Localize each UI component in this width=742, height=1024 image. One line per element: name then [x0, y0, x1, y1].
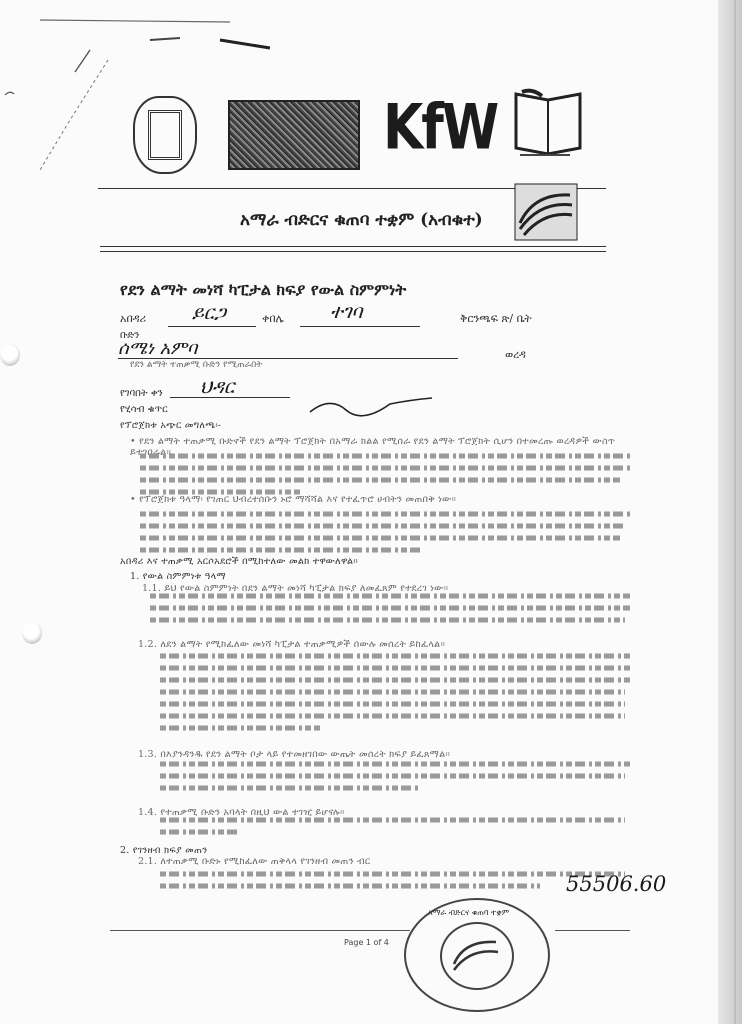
paragraph: 1.4. የተጠቃሚ ቡድን አባላት በዚህ ውል ተገዢ ይሆናሉ። [138, 806, 345, 818]
paragraph: 1.3. በእያንዳንዱ የደን ልማት ቦታ ላይ የተመዘገበው ውጤት መሰረት ክፍያ ይፈጸማል። [138, 748, 451, 760]
seal-logo-icon [133, 96, 197, 174]
title-rule-1 [100, 246, 606, 247]
paragraph: አበዳሪ እና ተጠቃሚ አርሶአደሮች በሚከተለው መልክ ተዋውለዋል። [120, 555, 358, 567]
signature-scribble [300, 390, 440, 420]
name-label: አበዳሪ [120, 312, 147, 325]
kfw-logo: KfW [383, 92, 498, 164]
stamp-swirl-icon [450, 934, 502, 976]
woreda-label: ወረዳ [505, 348, 526, 361]
footer-rule-right [555, 930, 630, 931]
date-value: ህዳር [200, 376, 235, 398]
stacked-page-edge-line [734, 0, 736, 1024]
group-line [118, 358, 458, 359]
paragraph: 1.2. ለደን ልማት የሚከፈለው መነሻ ካፒታል ተጠቃሚዎች በውሉ መሰረት ይከፈላል። [138, 638, 446, 650]
scan-text-texture [120, 434, 640, 904]
branch-label: ቅርንጫፍ ጽ/ ቤት [460, 312, 532, 325]
section-heading: 1. የውል ስምምነቱ ዓላማ [130, 571, 226, 582]
name-value: ይርጋ [192, 302, 226, 324]
page-number: Page 1 of 4 [344, 938, 389, 947]
name-line [168, 326, 256, 327]
date-line [170, 397, 290, 398]
account-label: የሂሳብ ቁጥር [120, 404, 168, 415]
punch-hole-bottom [22, 622, 42, 644]
group-label: ቡድን [120, 330, 140, 341]
kebele-value: ተገባ [330, 301, 363, 323]
book-logo-icon [512, 88, 584, 164]
punch-hole-top [0, 344, 20, 366]
agreement-title: የደን ልማት መነሻ ካፒታል ክፍያ የውል ስምምነት [120, 280, 407, 299]
section-heading: 2. የገንዘብ ክፍያ መጠን [120, 844, 208, 856]
title-rule-2 [100, 251, 606, 252]
kebele-label: ቀበሌ [262, 312, 284, 325]
stamp-text: አማራ ብድርና ቁጠባ ተቋም [428, 908, 510, 917]
paragraph: የፕሮጀክቱ አጭር መግለጫ፡- [120, 420, 222, 431]
handwritten-amount: 55506.60 [566, 872, 667, 896]
official-stamp [404, 898, 550, 1012]
org-title: አማራ ብድርና ቁጠባ ተቋም (አብቁተ) [240, 210, 483, 230]
date-label: የገባበት ቀን [120, 388, 163, 399]
forest-group-label: የደን ልማት ተጠቃሚ ቡድን የሚጠራበት [130, 360, 263, 370]
paragraph: • የደን ልማት ተጠቃሚ ቡድኖች የደን ልማት ፕሮጀክት በአማራ ክልል የሚሰራ የደን ልማት ፕሮጀክት ሲሆን በተመረጡ ወረዳዎች ውስጥ ይተገበራል። [130, 435, 616, 458]
group-value: ሰሜነ አምባ [118, 338, 198, 359]
paragraph: • የፕሮጀክቱ ዓላማ፡ የገጠር ህብረተሰቡን ኑሮ ማሻሻል እና የተፈጥሮ ሀብትን መጠበቅ ነው። [130, 493, 457, 505]
swirl-logo-icon [514, 183, 578, 241]
paragraph: 2.1. ለተጠቃሚ ቡድኑ የሚከፈለው ጠቅላላ የገንዘብ መጠን ብር [138, 856, 371, 867]
footer-rule-left [110, 930, 410, 931]
paragraph: 1.1. ይህ የውል ስምምነት በደን ልማት መነሻ ካፒታል ክፍያ ለመፈጸም የተደረገ ነው። [142, 582, 449, 594]
stacked-page-edge [718, 0, 742, 1024]
kebele-line [300, 326, 420, 327]
pattern-logo-icon [228, 100, 360, 170]
